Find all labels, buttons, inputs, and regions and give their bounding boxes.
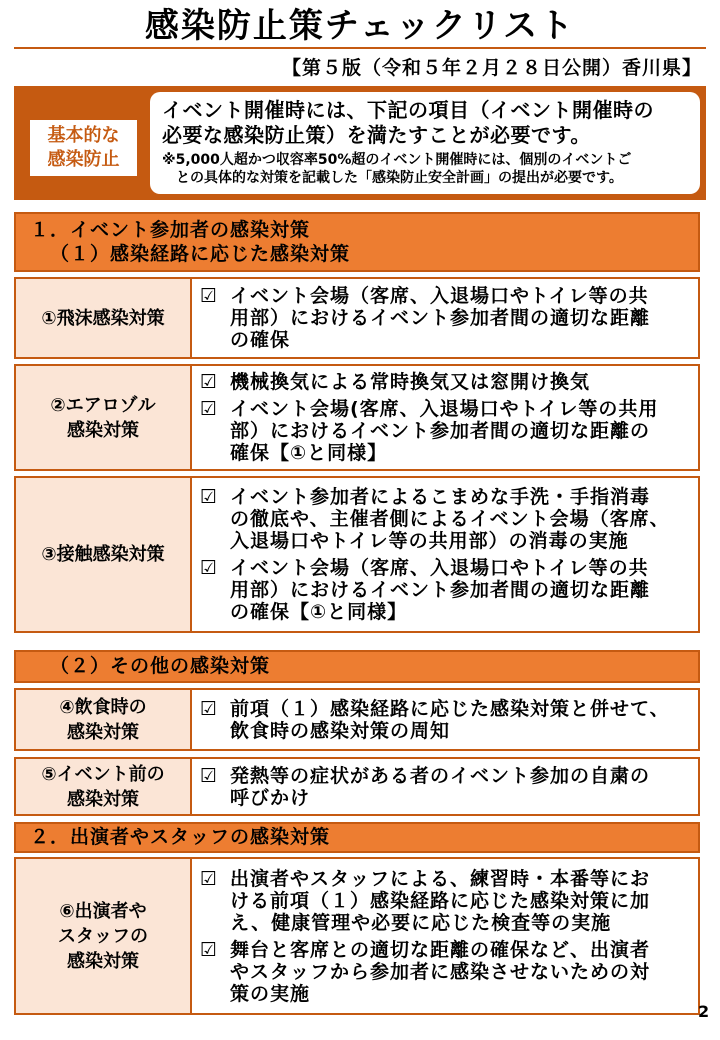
row-label: ②エアロゾル 感染対策 bbox=[16, 366, 192, 469]
page-number: 2 bbox=[698, 1002, 710, 1021]
checklist-item bbox=[200, 868, 698, 934]
row-body bbox=[192, 478, 698, 631]
checkbox-icon: ☑ bbox=[200, 764, 218, 787]
item-text: イベント会場(客席、入退場口やトイレ等の共用 部）におけるイベント参加者間の適切な距離の 確保【①と同様】 bbox=[230, 398, 659, 464]
item-text: イベント会場（客席、入退場口やトイレ等の共 用部）におけるイベント参加者間の適切な距離 の確保 bbox=[230, 285, 651, 351]
row-label: ⑥出演者や スタッフの 感染対策 bbox=[16, 859, 192, 1013]
item-text: 発熱等の症状がある者のイベント参加の自粛の 呼びかけ bbox=[230, 764, 651, 809]
checklist-item bbox=[200, 285, 698, 351]
checklist-row-eating bbox=[14, 688, 700, 751]
checkbox-icon: ☑ bbox=[200, 938, 218, 961]
page-title: 感染防止策チェックリスト bbox=[144, 6, 576, 46]
row-label: ③接触感染対策 bbox=[16, 478, 192, 631]
checklist-row-performers bbox=[14, 857, 700, 1015]
checkbox-icon: ☑ bbox=[200, 285, 218, 307]
section-header-performers-staff bbox=[14, 822, 700, 853]
row-body bbox=[192, 366, 698, 469]
checkbox-icon: ☑ bbox=[200, 867, 218, 890]
subsection-title: （２）その他の感染対策 bbox=[50, 655, 271, 677]
row-body bbox=[192, 279, 698, 357]
item-text: イベント会場（客席、入退場口やトイレ等の共 用部）におけるイベント参加者間の適切な距離 の確保【①と同様】 bbox=[230, 557, 651, 623]
checklist-row-pre-event bbox=[14, 757, 700, 816]
item-text: 機械換気による常時換気又は窓開け換気 bbox=[230, 371, 591, 393]
checkbox-icon: ☑ bbox=[200, 398, 218, 420]
checklist-row-contact bbox=[14, 476, 700, 633]
checkbox-icon: ☑ bbox=[200, 557, 218, 579]
row-label: ⑤イベント前の 感染対策 bbox=[16, 759, 192, 814]
safety-plan-note: ※5,000人超かつ収容率50%超のイベント開催時には、個別のイベントご との具体的な対策を記載した「感染防止安全計画」の提出が必要です。 bbox=[162, 152, 632, 186]
checkbox-icon: ☑ bbox=[200, 697, 218, 720]
version-subtitle: 【第５版（令和５年２月２８日公開）香川県】 bbox=[281, 57, 702, 79]
section-header-other-measures bbox=[14, 650, 700, 683]
checklist-row-aerosol bbox=[14, 364, 700, 471]
checklist-item bbox=[200, 557, 698, 623]
row-body bbox=[192, 759, 698, 814]
row-body bbox=[192, 859, 698, 1013]
checklist-item bbox=[200, 698, 698, 742]
checkbox-icon: ☑ bbox=[200, 486, 218, 508]
section-title: １．イベント参加者の感染対策 bbox=[30, 219, 311, 241]
basic-prevention-box bbox=[14, 86, 706, 200]
section-title: ２．出演者やスタッフの感染対策 bbox=[30, 826, 331, 848]
row-body bbox=[192, 690, 698, 749]
item-text: 出演者やスタッフによる、練習時・本番等にお ける前項（１）感染経路に応じた感染対策に加 え、健康管理や必要に応じた検査等の実施 bbox=[230, 867, 651, 934]
basic-prevention-panel bbox=[150, 92, 700, 194]
checkbox-icon: ☑ bbox=[200, 371, 218, 393]
checklist-item bbox=[200, 398, 698, 464]
checklist-item bbox=[200, 486, 698, 552]
checklist-item bbox=[200, 371, 698, 393]
item-text: 前項（１）感染経路に応じた感染対策と併せて、 飲食時の感染対策の周知 bbox=[230, 697, 670, 742]
basic-prevention-text: イベント開催時には、下記の項目（イベント開催時の 必要な感染防止策）を満たすことが必要です。 bbox=[162, 98, 654, 147]
item-text: イベント参加者によるこまめな手洗・手指消毒 の徹底や、主催者側によるイベント会場（客席、 入退場口やトイレ等の共用部）の消毒の実施 bbox=[230, 486, 670, 552]
title-underline bbox=[14, 47, 706, 49]
row-label: ④飲食時の 感染対策 bbox=[16, 690, 192, 749]
row-label: ①飛沫感染対策 bbox=[16, 279, 192, 357]
checklist-item bbox=[200, 765, 698, 809]
checklist-row-droplet bbox=[14, 277, 700, 359]
basic-prevention-label: 基本的な 感染防止 bbox=[30, 120, 137, 176]
subsection-title: （１）感染経路に応じた感染対策 bbox=[50, 243, 351, 265]
item-text: 舞台と客席との適切な距離の確保など、出演者 やスタッフから参加者に感染させないための対 策の実施 bbox=[230, 938, 651, 1005]
checklist-item bbox=[200, 939, 698, 1005]
section-header-participants bbox=[14, 212, 700, 272]
